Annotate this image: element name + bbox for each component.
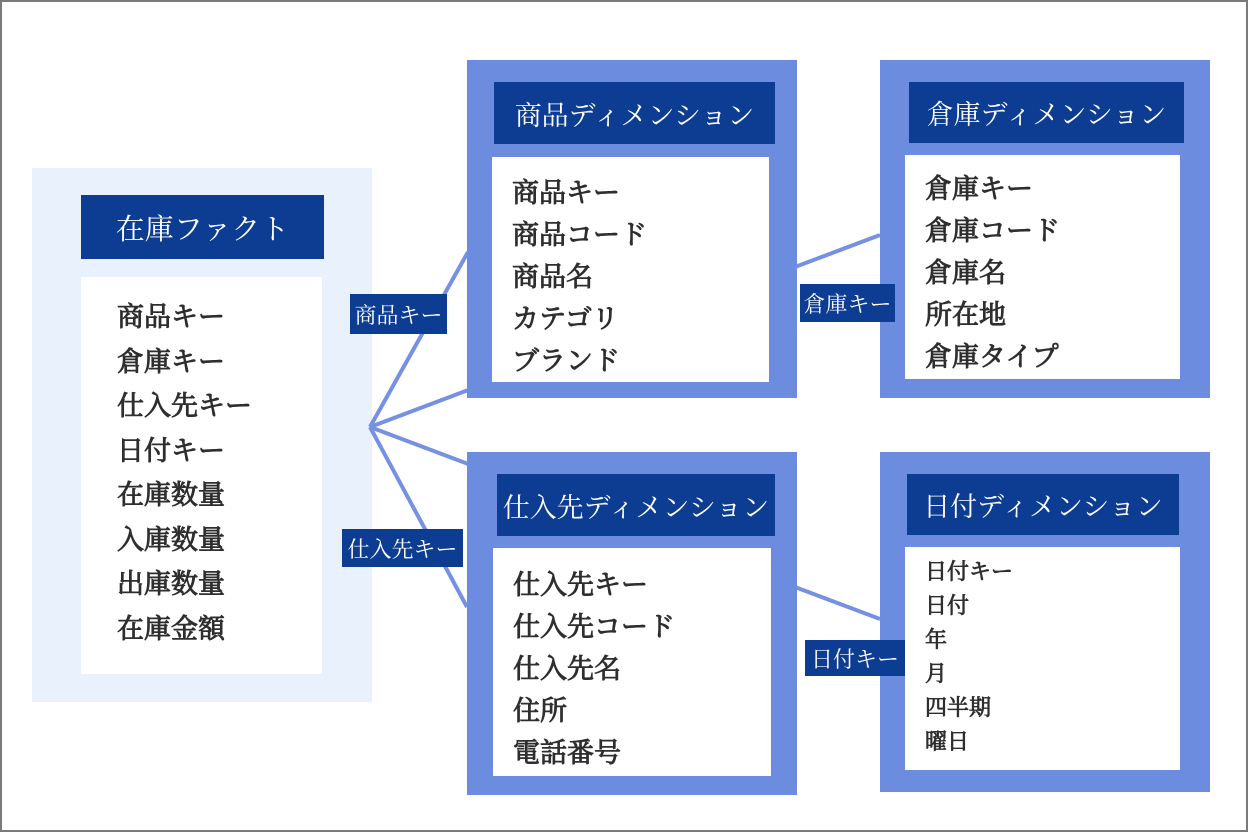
relationship-line-supplier: [370, 427, 467, 607]
fact-table-title: 在庫ファクト: [81, 195, 324, 259]
dimension-field: 仕入先名: [513, 654, 621, 684]
dimension-field: ブランド: [512, 346, 620, 376]
dimension-field: 商品キー: [512, 178, 620, 208]
dimension-field: 仕入先キー: [513, 570, 648, 600]
dimension-field: 倉庫キー: [925, 174, 1033, 204]
dimension-field: 四半期: [925, 695, 992, 720]
dimension-field: 仕入先コード: [513, 612, 675, 642]
dimension-field-list: [493, 548, 771, 776]
dimension-table-product: [467, 60, 797, 398]
dimension-title: 商品ディメンション: [494, 82, 775, 144]
dimension-field: 住所: [513, 696, 567, 726]
dimension-field: 倉庫タイプ: [925, 342, 1059, 372]
dimension-field: 所在地: [925, 300, 1006, 330]
fact-field: 出庫数量: [117, 569, 225, 599]
fact-field: 在庫数量: [117, 480, 225, 510]
fact-field: 在庫金額: [117, 613, 225, 644]
dimension-field: 月: [925, 661, 948, 686]
connector-label-warehouse-key: 倉庫キー: [800, 284, 895, 322]
dimension-title: 仕入先ディメンション: [497, 474, 775, 536]
dimension-field: 日付: [925, 593, 970, 618]
dimension-field: 商品コード: [512, 220, 647, 250]
fact-field: 仕入先キー: [117, 391, 252, 421]
relationship-line-product: [370, 252, 468, 427]
fact-field: 入庫数量: [117, 524, 225, 555]
dimension-field-list: [492, 157, 769, 382]
dimension-title: 日付ディメンション: [907, 474, 1179, 535]
dimension-table-supplier: [467, 452, 797, 795]
dimension-table-warehouse: [880, 60, 1210, 398]
dimension-field-list: [905, 547, 1180, 770]
fact-field: 倉庫キー: [117, 346, 225, 377]
dimension-field: 倉庫名: [925, 258, 1006, 288]
dimension-field-list: [905, 155, 1180, 379]
dimension-field: 倉庫コード: [925, 216, 1060, 246]
dimension-field: 曜日: [925, 729, 970, 754]
dimension-field: 年: [925, 627, 948, 652]
dimension-field: 電話番号: [513, 738, 621, 768]
fact-field: 商品キー: [117, 302, 225, 332]
fact-field: 日付キー: [117, 435, 225, 466]
dimension-field: 日付キー: [925, 559, 1014, 584]
connector-label-date-key: 日付キー: [805, 640, 905, 676]
dimension-table-date: [880, 452, 1210, 792]
connector-label-product-key: 商品キー: [350, 294, 447, 334]
connector-label-supplier-key: 仕入先キー: [342, 529, 463, 567]
dimension-field: カテゴリ: [512, 304, 619, 334]
dimension-title: 倉庫ディメンション: [909, 82, 1184, 143]
dimension-field: 商品名: [512, 262, 593, 292]
